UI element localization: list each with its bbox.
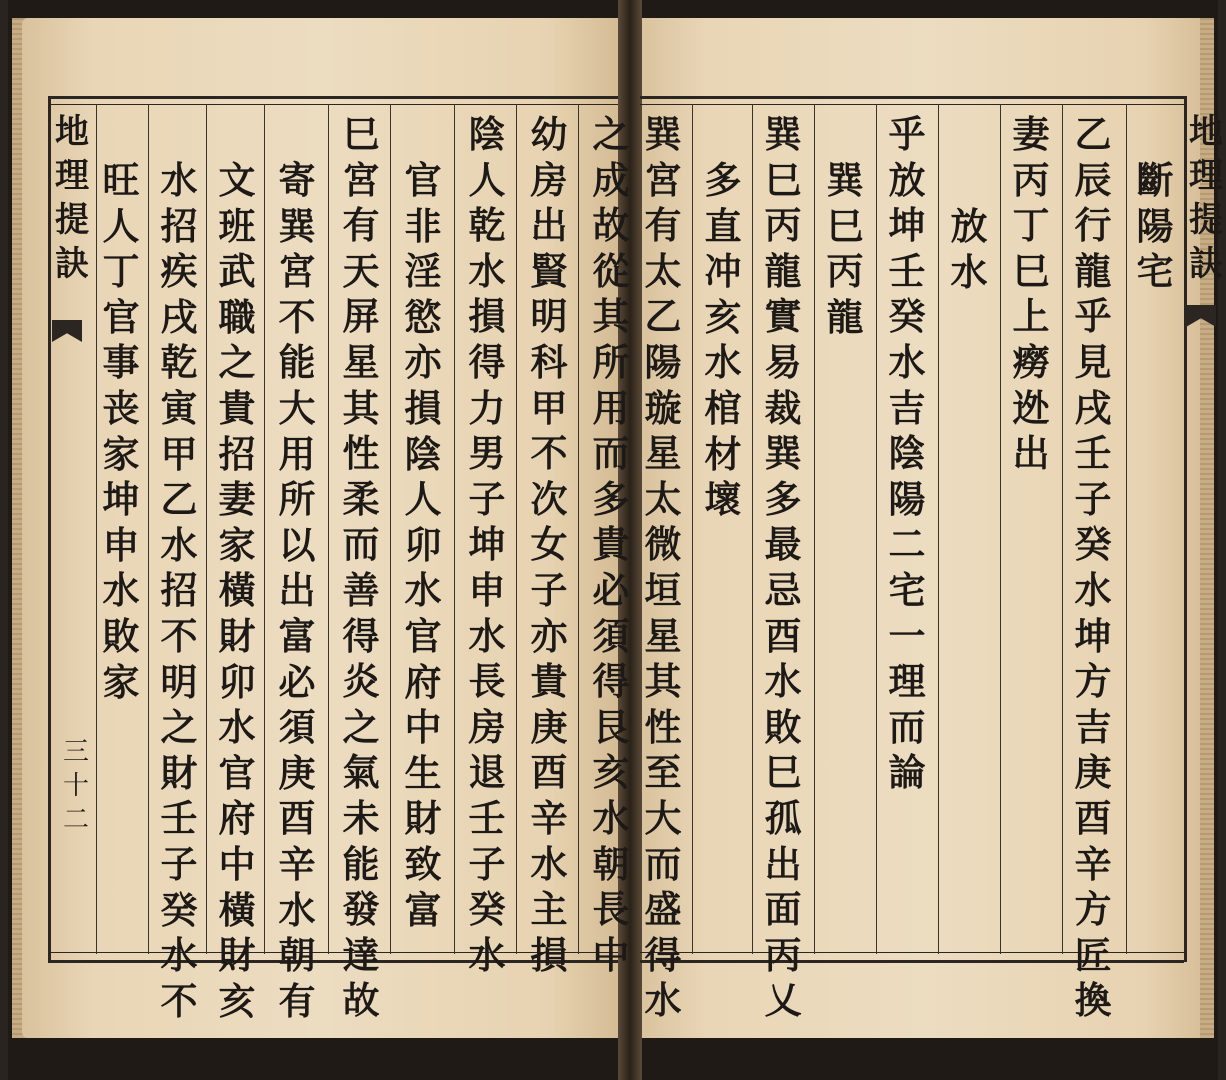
- right-margin-line: [1126, 104, 1127, 954]
- column-text: 陰 人 乾 水 損 得 力 男 子 坤 申 水 長 房 退 壬 子 癸 水: [468, 112, 506, 977]
- left-col-divider: [390, 104, 391, 954]
- right-col-divider: [1000, 104, 1001, 954]
- left-col-divider: [516, 104, 517, 954]
- left-text-column-5: [336, 112, 386, 1024]
- left-text-column-6: [272, 158, 322, 1024]
- column-text: 寄 巽 宮 不 能 大 用 所 以 出 富 必 須 庚 酉 辛 水 朝 有: [278, 158, 316, 1023]
- column-text: 水 招 疾 戌 乾 寅 甲 乙 水 招 不 明 之 財 壬 子 癸 水 不: [160, 158, 198, 1023]
- left-col-divider: [578, 104, 579, 954]
- page-number-text: 三 十 二: [62, 737, 89, 835]
- column-text: 多 直 冲 亥 水 棺 材 壞: [704, 158, 742, 522]
- column-text: 斷 陽 宅: [1136, 158, 1174, 294]
- column-text: 文 班 武 職 之 貴 招 妻 家 橫 財 卯 水 官 府 中 橫 財 亥: [218, 158, 256, 1023]
- column-text: 幼 房 出 賢 明 科 甲 不 次 女 子 亦 貴 庚 酉 辛 水 主 損: [530, 112, 568, 977]
- right-text-column-4: [944, 204, 994, 295]
- right-text-column-9: [638, 112, 688, 1024]
- right-top-border-inner: [640, 104, 1184, 105]
- column-text: 妻 丙 丁 巳 上 癆 迯 出: [1012, 112, 1050, 476]
- book-title-char: 地 理 提 訣: [1189, 112, 1223, 284]
- left-col-divider: [206, 104, 207, 954]
- right-text-column-6: [820, 158, 870, 340]
- open-book: [8, 0, 1223, 1080]
- right-col-divider: [692, 104, 693, 954]
- left-text-column-3: [462, 112, 512, 978]
- column-text: 乙 辰 行 龍 乎 見 戌 壬 子 癸 水 坤 方 吉 庚 酉 辛 方 匠 換: [1074, 112, 1112, 1023]
- left-top-border: [48, 96, 618, 99]
- page-number: [56, 735, 96, 837]
- left-text-column-1: [586, 112, 636, 978]
- left-text-column-8: [154, 158, 204, 1024]
- column-text: 巽 巳 丙 龍 實 易 裁 巽 多 最 忌 酉 水 敗 巳 孤 出 面 丙 乂: [764, 112, 802, 1023]
- book-title-char: 地 理 提 訣: [55, 112, 89, 284]
- left-text-column-2: [524, 112, 574, 978]
- right-margin-book-title: [1186, 110, 1226, 286]
- left-col-divider: [328, 104, 329, 954]
- right-text-column-7: [758, 112, 808, 1024]
- right-col-divider: [1062, 104, 1063, 954]
- right-col-divider: [938, 104, 939, 954]
- left-margin-book-title: [52, 110, 92, 286]
- right-text-column-3: [1006, 112, 1056, 477]
- column-text: 巽 巳 丙 龍: [826, 158, 864, 339]
- column-text: 之 成 故 從 其 所 用 而 多 貴 必 須 得 艮 亥 水 朝 長 中: [592, 112, 630, 977]
- column-text: 乎 放 坤 壬 癸 水 吉 陰 陽 二 宅 一 理 而 論: [888, 112, 926, 795]
- column-text: 放 水: [950, 204, 988, 294]
- left-top-border-inner: [48, 104, 618, 105]
- column-text: 旺 人 丁 官 事 丧 家 坤 申 水 敗 家: [102, 158, 140, 704]
- column-text: 巽 宮 有 太 乙 陽 璇 星 太 微 垣 星 其 性 至 大 而 盛 得 水: [644, 112, 682, 1023]
- left-text-column-9: [96, 158, 146, 705]
- right-top-border: [640, 96, 1184, 99]
- column-text: 官 非 淫 慾 亦 損 陰 人 卯 水 官 府 中 生 財 致 富: [404, 158, 442, 932]
- right-text-column-5: [882, 112, 932, 796]
- right-text-column-8: [698, 158, 748, 523]
- left-outer-border: [48, 96, 51, 962]
- right-col-divider: [752, 104, 753, 954]
- left-col-divider: [264, 104, 265, 954]
- left-text-column-4: [398, 158, 448, 933]
- right-text-column-2: [1068, 112, 1118, 1024]
- right-text-column-1: [1130, 158, 1180, 295]
- column-text: 巳 宮 有 天 屏 星 其 性 柔 而 善 得 炎 之 氣 未 能 發 達 故: [342, 112, 380, 1023]
- left-col-divider: [454, 104, 455, 954]
- left-text-column-7: [212, 158, 262, 1024]
- right-col-divider: [876, 104, 877, 954]
- right-col-divider: [814, 104, 815, 954]
- left-col-divider: [148, 104, 149, 954]
